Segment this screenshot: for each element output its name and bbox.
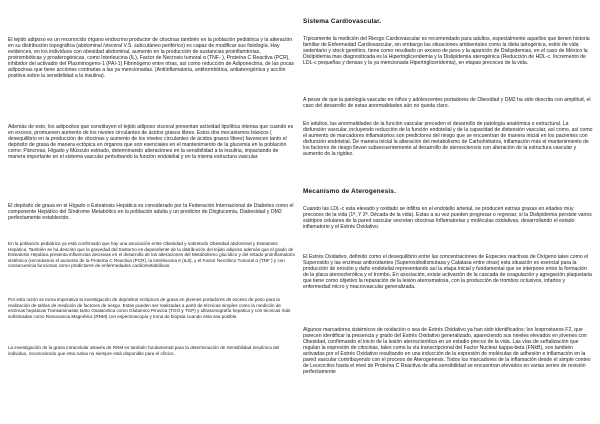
paragraph-adipocytes: Además de esto, los adipocitos que constituyen el tejido adiposo visceral presentan actividad lipolítica intensa que cuando es en exceso, promueven aumento de los niveles circulantes de ácidos grasos libres. Estos dos mecanismos básicos ( desequilibrio en la producción de citocinas y aumento de los niveles circulantes de ácidos grasos libres) favorecen tanto el depósito de grasa de manera ectópica en órganos que son esenciales en el mantenimiento de la glucemia en la población como: Páncreas, Hígado y Músculo estriado, determinando alteraciones en la sensibilidad a la insulina, impactando de manera importante en el sistema vascular perturbando la función endotelial y en la misma estructura vascular. bbox=[8, 124, 294, 161]
paragraph-adipose-tissue: El tejido adiposo es un reconocido órgano endocrino productor de citocinas también en la población pediátrica y la alteración en su distribución topográfica (abdominal /visceral V.S. subcutáneo periférico) es capaz de modificar sus fisiología. Hay evidences, en los individuos con obesidad abdominal, aumento en la producción de sustancias proinflamtorias, protrombóticas y proaterogénicas, como Interleucina (IL), Factor de Necrosis tumoral α (TNF- ), Proteína C Reactiva (PCR), inhibidor del activador del Plasminogeno-1 (PAI-1) Fibrinógeno entre otras, así como reducción de Adiponectina, de las pocas adipocinas que tiene acciones contrarias a las ya mencionadas. (Antiinflamatoria, antitrombótica, antiaterogénica y acción positiva sobre la sensibilidad a la insulina). bbox=[8, 37, 294, 80]
paragraph-vascular-dysfunction: En adultos, las anormalidades de la función vascular preceden el desarrollo de patología anatómica o estructural. La disfunción vascular, incluyendo reducción de la función endotelial y de la capacidad de distensión vascular, así como, así como el aumento de marcadores inflamatorios son predictores del riesgo que se encuentran de manera inicial en los pacientes con disfunción endotelial. De manera inicial la alteración del metabolismo de Carbohidratos, inflamación más el mantenimiento de los factores de riesgo llevan subsecuentemente al desarrollo de aterosclerosis con alteración de la estructura vascular y aumento de la rigidez. bbox=[303, 121, 593, 158]
paragraph-cardiovascular-risk: Típicamente la medición del Riesgo Cardiovascular es recomendado para adultos, especialmente aquellos que tienen historia familiar de Enfermedad Cardiovascular, sin embargo las situaciones ambientales como la dieta iatrogénica, estilo de vida sedentario y stock genético, tiene como resultado un exceso de peso y la aparición de Dislipidemias, en el caso de México la Dislipidemia mas diagnosticada es la Hipertrigliceridemia y la Dislipidemia aterogénica (Reducción de HDL-c. Incremento de LDL-c pequeñas y densas y la ya mencionada Hipertrigliceridemia), en etapas precoces de la vida. bbox=[303, 36, 590, 67]
paragraph-ldl-oxidation: Cuando las LDL-c esta elevado y oxidado se infiltra en el endotelio arterial, se producen estrías grasas en edades muy precoces de la vida (1ª, Y 2ª. Década de la vida). Estas a su vez pueden progresar o regresar, si la Dislipidemia persiste varios subtipos celulares de la pared vascular secretan citocinas Inflamatorias y moléculas oxidativas, desarrollando el estado inflamatorio y el Estrés Oxidativo. bbox=[303, 206, 592, 231]
paragraph-oxidation-markers: Algunos marcadores sistémicos de oxidación o sea de Estrés Oxidativo ya han sido identificados: los Isoprostanos F2, que parecen identificar la presencia y grado del Estrés Oxidativo generalizado, apareciendo sus niveles elevados en jóvenes con Obesidad, confirmando el inicio de la lesión aterosclerótica en un estadio precoz de la vida. Las vías de señalización que regulan la expresión de citocinas, tales como la vía transcripcional del Factor Nuclear kappa-beta (FNkB), son también activadas por el Estrés Oxidativo resultando en una inducción de la expresión de moléculas de adhesión e inflamación en la pared vascular contribuyendo con el proceso de Aterogenesis. Todos los marcadores de la inflamación desde el simple conteo de Leucocitos hasta el nivel de Proteína C Reactiva de alta sensibilidad se encuentran elevados en varias series de revisión perfectamente bbox=[303, 327, 591, 376]
paragraph-pediatric-association: En la población pediátrica ya está confirmado que hay una asociación entre Obesidad y sobretodo Obesidad abdominal y Esteatosis Hepática. También se ha descrito que la gravedad del trastorno es dependiente de la distribución del tejido adiposo además que el grado de Esteatosis Hepática presenta influencias decisivas en el desarrollo de las alteraciones del Metabolismo glucídico y del estado proinflamatorio sistémico (recordamos el aumento de la Proteína C Reactiva (PCR), la Interleucina 6 (IL6), y el Factor Necrótico Tumoral α (TNF ) y con consecuencia funcionan como predictores de enfermedades cardiometabólicas. bbox=[8, 241, 296, 268]
paragraph-oxidative-stress: El Estrés Oxidativo, definido como el desequilibrio entre las concentraciones de Especies reactivas de Oxígeno tales como el Superoxido y las enzimas antioxidantes (Superoxidodismutasa y Catalasa entre otras) esta situación es esencial para la producción de erosión y daño endotelial representando así la etapa inicial y fundamental que se interpone entre la formación de la placa aterosclerótica y el trombo. En asociación, existe activación de la cascada de coagulación y agregación plaquetaria que tiene como objetivo la reparación de la lesión aterosmatosa, con la producción de trombos oclusivos, infartos y enfermedad micro y macrovascular generalizada. bbox=[303, 254, 592, 291]
heading-atherogenesis: Mecanismo de Aterogenesis. bbox=[303, 188, 397, 195]
paragraph-hepatic-steatosis: El depósito de grasa en el Hígado o Esteatosis Hepática es considerado por la Federación Internacional de Diabetes como el componente Hepático del Síndrome Metabólico en la población adulta y un predictor de Disglucemia, Diabesidad y DM2 perfectamente establecido. bbox=[8, 203, 294, 222]
heading-cardiovascular-system: Sistema Cardiovascular. bbox=[303, 18, 382, 25]
paragraph-ectopic-fat-research: Por esta razón se torna imperativa la investigación de depósitos ectópicos de grasa en jóvenes portadores de exceso de peso para la realización de tablas de medición de factores de riesgo. Estas pueden ser realizadas a partir de técnicas simples como la medición de enzimas hepáticas Transaminasas tanto Oxalacetica como Glutamico Piruvica (TGO y TGP) y ultrasonografía hepática y con técnicas más sofisticadas como Resonancia Magnética (RNM) con espectroscopia y toma de biopsia cuando esta sea posible. bbox=[8, 297, 291, 319]
paragraph-rnm-intracellular-fat: La investigación de la grasa intracelular através de RNM es también fundamental para la determinación de Sensibilidad insulínica del individuo, reconociendo que esta rutina no siempre está disponible para el clínico. bbox=[8, 345, 280, 356]
paragraph-vascular-pathology: A pesar de que la patología vascular en niños y adolescentes portadores de Obesidad y DM2 ha sido descrita con amplitud, el caso del desarrollo de estas anormalidades aún no queda claro. bbox=[303, 97, 591, 110]
